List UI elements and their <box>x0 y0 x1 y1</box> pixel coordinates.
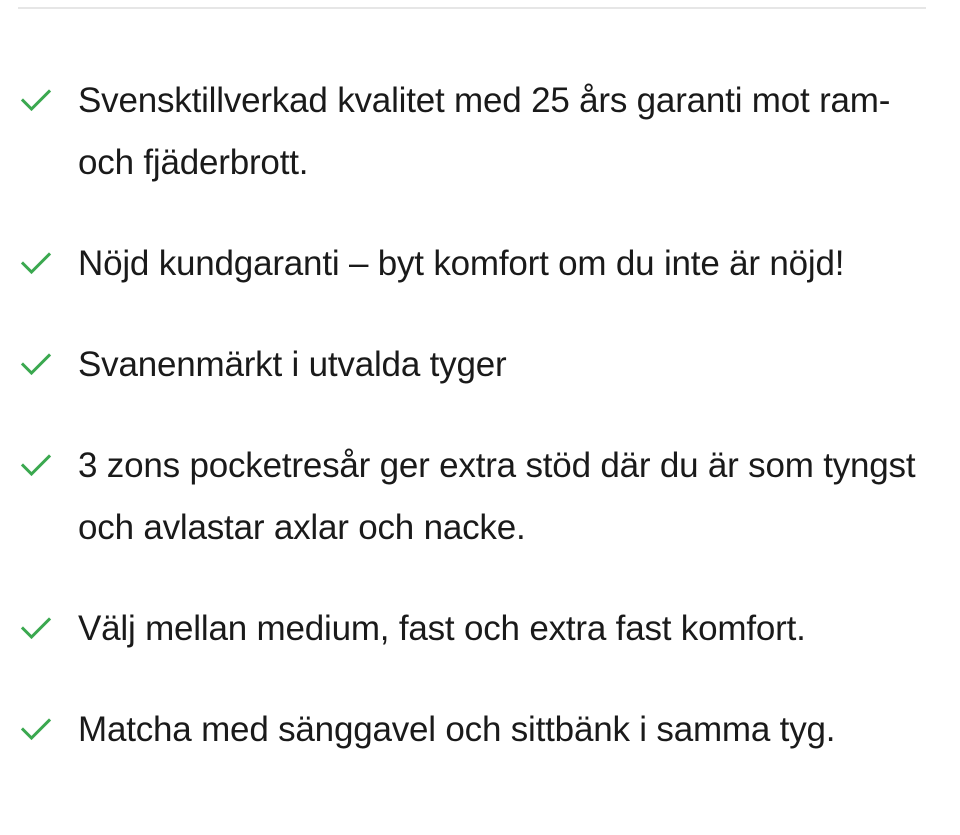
benefit-text: Välj mellan medium, fast och extra fast komfort. <box>78 609 806 648</box>
checkmark-icon <box>20 715 52 743</box>
top-divider <box>18 7 926 9</box>
benefit-text: Matcha med sänggavel och sittbänk i samma tyg. <box>78 710 836 749</box>
checkmark-icon <box>20 350 52 378</box>
benefit-item <box>0 435 960 559</box>
benefit-list <box>0 70 960 800</box>
benefit-item <box>0 70 960 194</box>
checkmark-icon <box>20 614 52 642</box>
checkmark-icon <box>20 451 52 479</box>
benefit-item <box>0 334 960 396</box>
checkmark-icon <box>20 249 52 277</box>
benefit-item <box>0 699 960 761</box>
benefit-item <box>0 598 960 660</box>
benefit-text: Svanenmärkt i utvalda tyger <box>78 345 507 384</box>
benefit-text: Svensktillverkad kvalitet med 25 års garanti mot ram- och fjäderbrott. <box>78 81 891 182</box>
checkmark-icon <box>20 86 52 114</box>
benefit-item <box>0 233 960 295</box>
benefit-text: 3 zons pocketresår ger extra stöd där du är som tyngst och avlastar axlar och nacke. <box>78 446 916 547</box>
benefit-text: Nöjd kundgaranti – byt komfort om du inte är nöjd! <box>78 244 845 283</box>
